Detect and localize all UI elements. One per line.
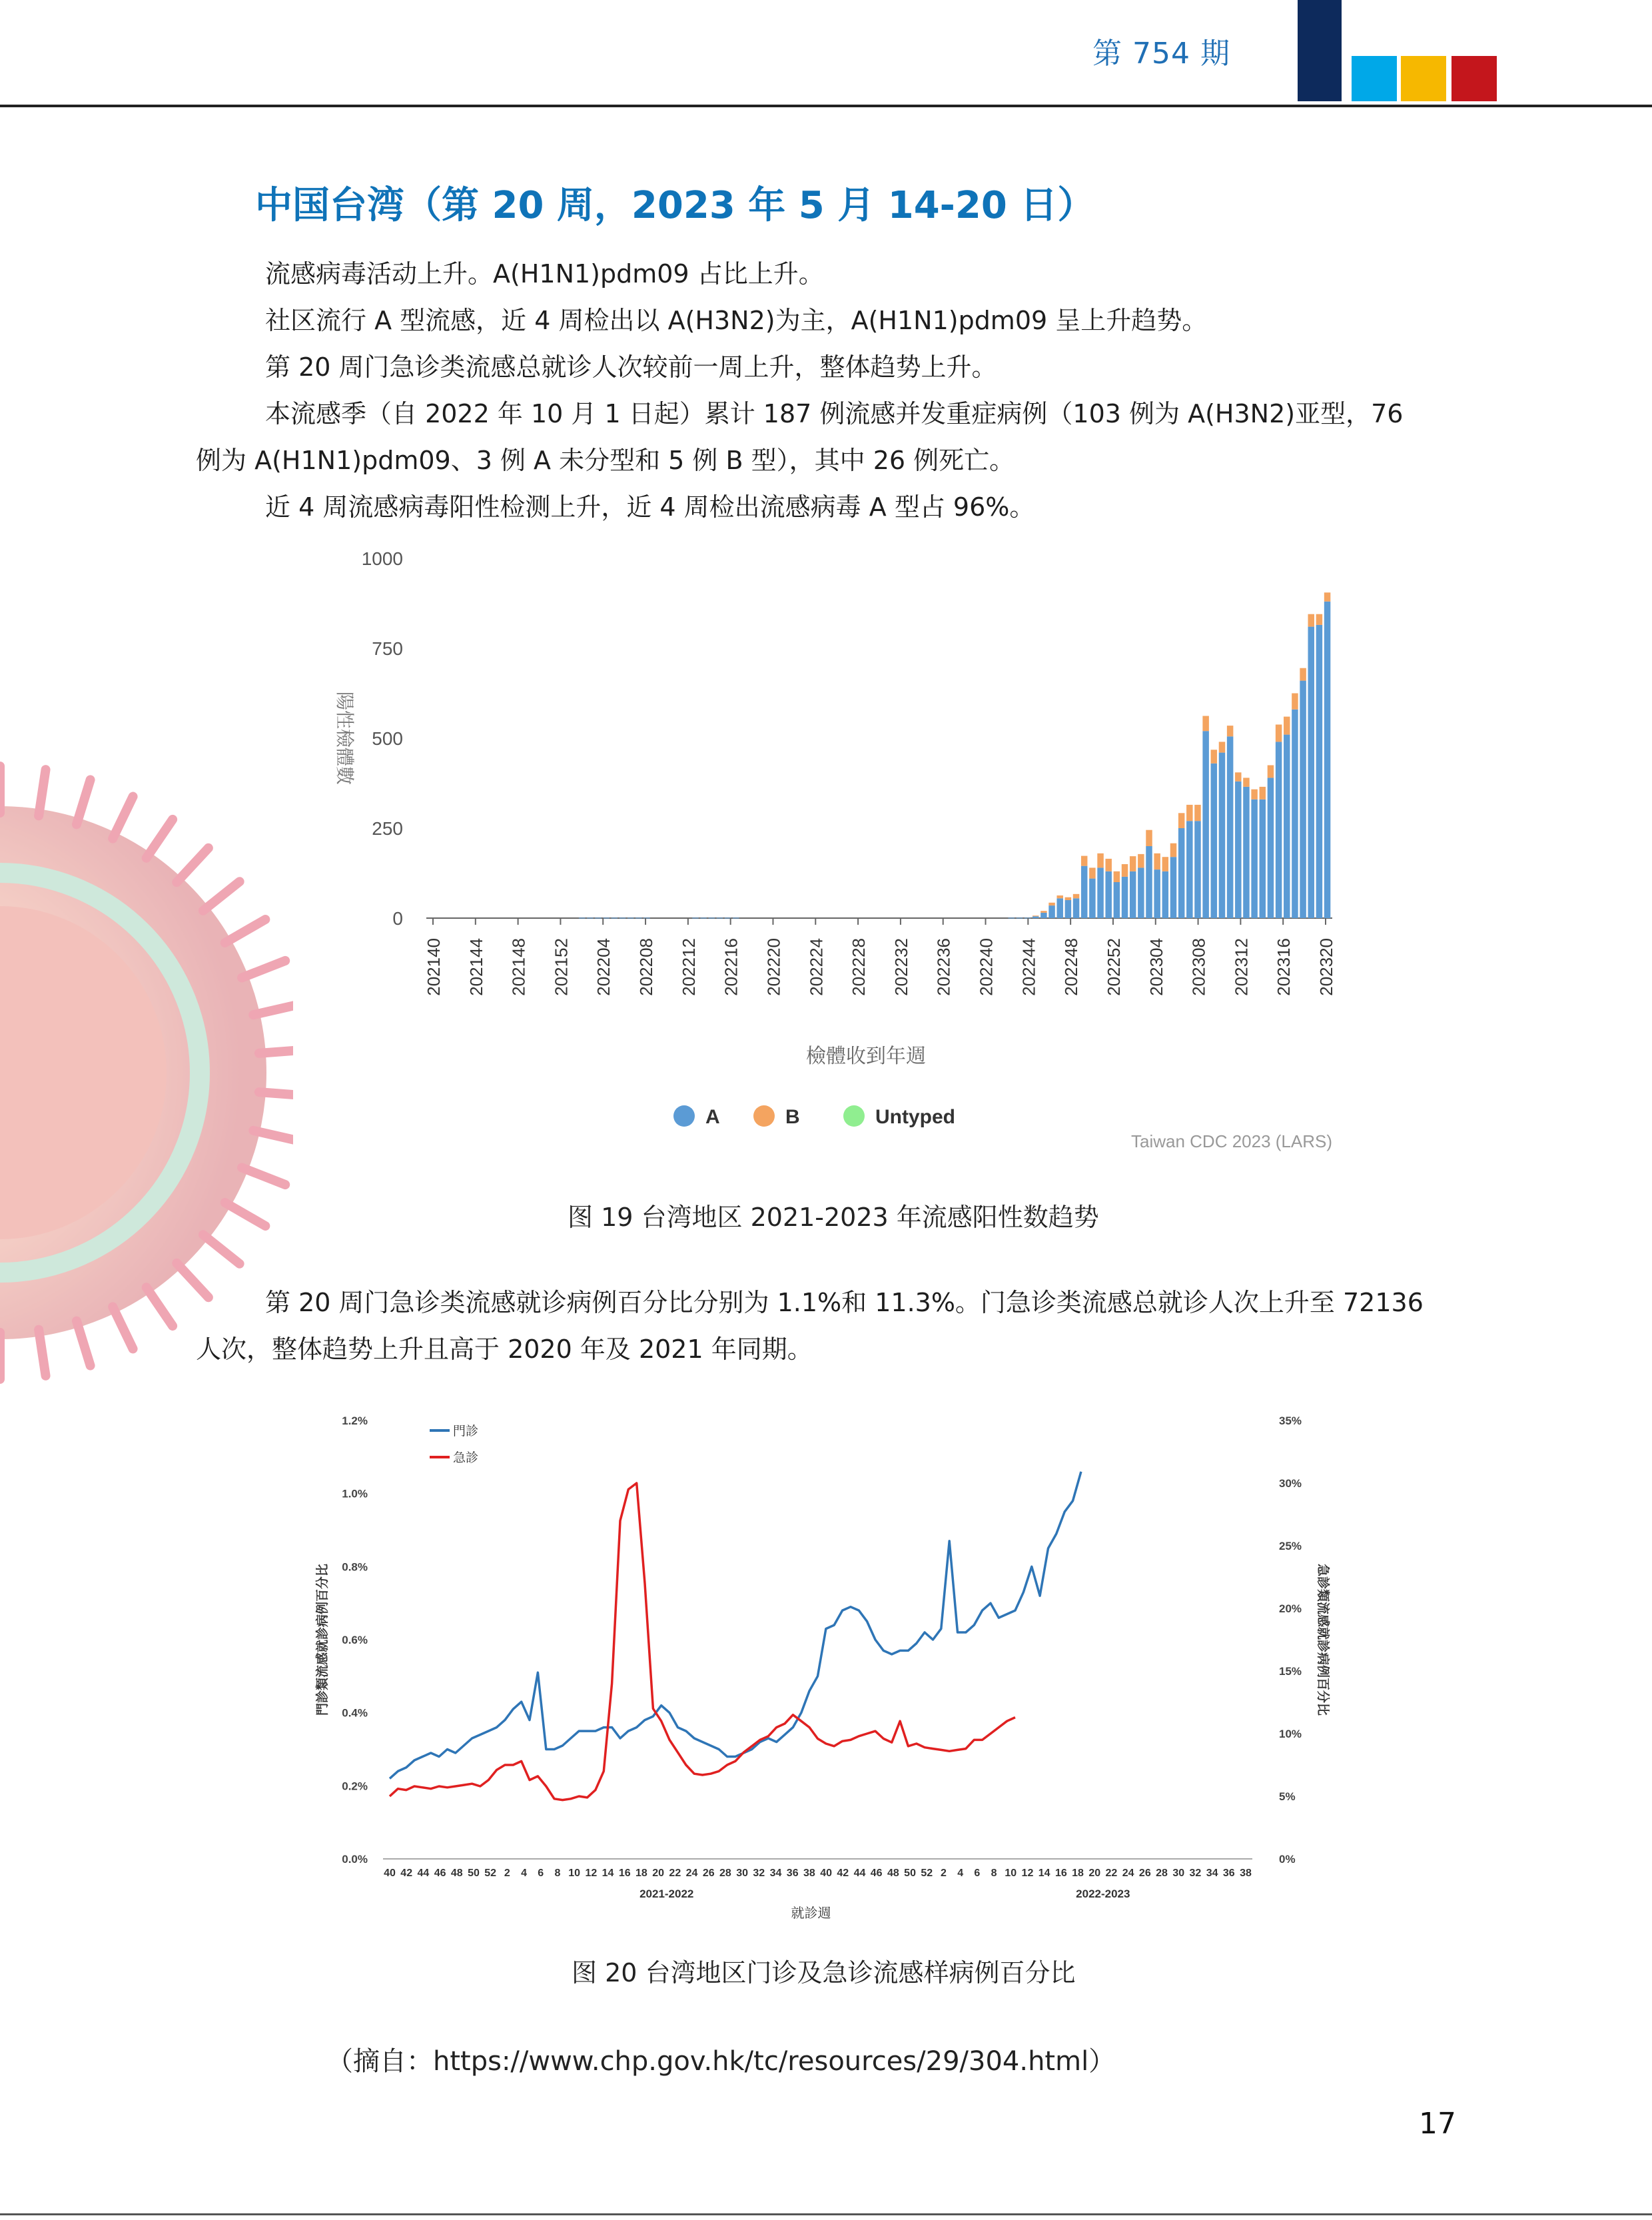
y-tick-label: 500 <box>372 728 403 749</box>
bar-b <box>1251 790 1257 800</box>
x-tick-label: 6 <box>974 1868 981 1879</box>
x-tick-label: 16 <box>1054 1868 1067 1879</box>
bar-b <box>1073 894 1079 898</box>
virus-spike <box>113 797 133 839</box>
x-tick-label: 32 <box>1189 1868 1202 1879</box>
bar-b <box>1316 614 1322 625</box>
x-tick-label: 28 <box>719 1868 731 1879</box>
right-tick-label: 15% <box>1279 1665 1302 1678</box>
bar-a <box>627 917 633 918</box>
bar-b <box>1089 867 1095 878</box>
bar-b <box>1097 853 1103 868</box>
bar-b <box>1056 895 1062 898</box>
x-tick-label: 52 <box>484 1868 497 1879</box>
virus-spike <box>77 1321 91 1366</box>
virus-spike <box>259 1092 293 1095</box>
bar-b <box>1105 859 1111 871</box>
x-tick-label: 32 <box>753 1868 765 1879</box>
bar-a <box>1073 898 1079 918</box>
y-tick-label: 1000 <box>361 548 403 569</box>
bar-b <box>1081 856 1087 866</box>
x-tick-label: 38 <box>803 1868 815 1879</box>
bar-a <box>1211 764 1217 918</box>
header-rule <box>0 105 1652 107</box>
paragraph-3: 第 20 周门急诊类流感总就诊人次较前一周上升，整体趋势上升。 <box>265 352 997 382</box>
x-tick-label: 36 <box>1222 1868 1235 1879</box>
x-tick-label: 36 <box>786 1868 799 1879</box>
paragraph-1: 流感病毒活动上升。A(H1N1)pdm09 占比上升。 <box>265 259 824 288</box>
bar-a <box>1114 882 1120 918</box>
paragraph-4-line-1: 本流感季（自 2022 年 10 月 1 日起）累计 187 例流感并发重症病例（103 例为 A(H3N2)亚型，76 <box>265 399 1404 428</box>
x-tick-label: 202304 <box>1146 938 1166 996</box>
legend-label: A <box>705 1106 720 1128</box>
left-tick-label: 0.6% <box>342 1634 368 1646</box>
bar-b <box>1243 778 1249 787</box>
right-tick-label: 5% <box>1279 1790 1296 1803</box>
x-tick-label: 202148 <box>508 938 529 996</box>
virus-spike <box>203 1235 240 1264</box>
x-tick-label: 30 <box>736 1868 749 1879</box>
paragraph-2: 社区流行 A 型流感，近 4 周检出以 A(H3N2)为主，A(H1N1)pdm09 呈上升趋势。 <box>265 306 1208 335</box>
bar-b <box>1227 726 1233 736</box>
legend-label: B <box>785 1106 800 1128</box>
x-tick-label: 24 <box>685 1868 698 1879</box>
bar-a <box>1260 800 1266 918</box>
bar-a <box>717 917 723 918</box>
bar-a <box>1154 869 1160 918</box>
bar-a <box>1178 828 1184 918</box>
bar-b <box>1178 813 1184 828</box>
y-tick-label: 0 <box>392 908 403 929</box>
legend-label: Untyped <box>875 1106 955 1128</box>
bar-a <box>1219 753 1225 918</box>
bar-b <box>1130 856 1136 871</box>
virus-spike <box>113 1307 133 1349</box>
bar-b <box>1162 857 1168 871</box>
bar-b <box>1260 787 1266 800</box>
legend-label: 急診 <box>453 1451 479 1465</box>
bar-a <box>1300 681 1306 918</box>
bar-b <box>1219 742 1225 752</box>
paragraph-6-line-2: 人次，整体趋势上升且高于 2020 年及 2021 年同期。 <box>196 1335 813 1364</box>
season-label: 2022-2023 <box>1076 1888 1130 1900</box>
bar-a <box>1243 787 1249 918</box>
x-tick-label: 202220 <box>763 938 784 996</box>
bar-b <box>1065 897 1071 900</box>
bar-a <box>1268 778 1274 918</box>
bar-a <box>1056 898 1062 918</box>
fig19-bar-chart <box>306 533 1359 1166</box>
x-tick-label: 202232 <box>891 938 911 996</box>
season-label: 2021-2022 <box>639 1888 694 1900</box>
bar-a <box>1202 731 1208 918</box>
bar-b <box>1138 854 1144 868</box>
x-tick-label: 202316 <box>1274 938 1294 996</box>
right-tick-label: 10% <box>1279 1728 1302 1740</box>
virus-spike <box>147 820 173 858</box>
x-tick-label: 202224 <box>806 938 827 996</box>
bar-b <box>1276 724 1282 742</box>
bar-a <box>612 917 618 918</box>
left-tick-label: 0.0% <box>342 1853 368 1866</box>
left-tick-label: 0.2% <box>342 1780 368 1793</box>
x-tick-label: 202248 <box>1061 938 1082 996</box>
x-tick-label: 202216 <box>721 938 741 996</box>
bar-b <box>1308 614 1314 627</box>
bar-b <box>1186 805 1192 821</box>
x-tick-label: 16 <box>618 1868 631 1879</box>
footer-rule <box>0 2213 1652 2215</box>
bar-b <box>1170 843 1176 857</box>
bar-a <box>1324 602 1330 918</box>
bar-a <box>1048 905 1054 918</box>
bar-a <box>595 917 601 918</box>
bar-a <box>643 917 649 918</box>
x-tick-label: 14 <box>1038 1868 1050 1879</box>
bar-a <box>1276 742 1282 918</box>
virus-spike <box>242 1167 285 1185</box>
y-tick-label: 250 <box>372 818 403 839</box>
x-tick-label: 38 <box>1240 1868 1252 1879</box>
bar-a <box>1186 821 1192 918</box>
fig20-caption: 图 20 台湾地区门诊及急诊流感样病例百分比 <box>572 1958 1076 1987</box>
bar-a <box>692 917 698 918</box>
bar-a <box>1065 900 1071 918</box>
virus-spike <box>225 1203 266 1226</box>
x-tick-label: 202144 <box>466 938 486 996</box>
bar-a <box>1122 877 1128 918</box>
legend-dot-b <box>753 1105 775 1127</box>
x-tick-label: 26 <box>1138 1868 1151 1879</box>
x-tick-label: 202236 <box>933 938 954 996</box>
source-link[interactable]: （摘自：https://www.chp.gov.hk/tc/resources/29/304.html） <box>326 2046 1116 2077</box>
bar-b <box>1268 766 1274 778</box>
x-tick-label: 202140 <box>424 938 444 996</box>
x-tick-label: 20 <box>1088 1868 1101 1879</box>
bar-a <box>1009 917 1015 918</box>
virus-spike <box>259 1050 293 1053</box>
x-tick-label: 34 <box>769 1868 782 1879</box>
x-tick-label: 2 <box>504 1868 510 1879</box>
legend-label: 門診 <box>453 1424 479 1438</box>
x-tick-label: 202228 <box>849 938 869 996</box>
virus-spike <box>253 1005 293 1015</box>
bar-b <box>1284 717 1290 735</box>
bar-a <box>603 917 609 918</box>
x-tick-label: 28 <box>1156 1868 1168 1879</box>
bar-a <box>709 917 715 918</box>
x-tick-label: 40 <box>384 1868 396 1879</box>
bar-b <box>1324 592 1330 602</box>
bar-b <box>1202 716 1208 732</box>
bar-b <box>1154 853 1160 869</box>
logo-bar-navy <box>1298 0 1342 101</box>
bar-a <box>1146 846 1152 918</box>
x-tick-label: 34 <box>1206 1868 1218 1879</box>
x-tick-label: 50 <box>468 1868 480 1879</box>
bar-a <box>1227 736 1233 918</box>
x-tick-label: 44 <box>853 1868 866 1879</box>
x-tick-label: 202240 <box>976 938 997 996</box>
x-tick-label: 12 <box>1021 1868 1034 1879</box>
bar-a <box>1292 710 1298 918</box>
x-tick-label: 14 <box>602 1868 614 1879</box>
left-tick-label: 0.4% <box>342 1706 368 1720</box>
x-axis-label: 檢體收到年週 <box>806 1045 926 1067</box>
x-tick-label: 24 <box>1122 1868 1134 1879</box>
virus-spike <box>177 848 208 882</box>
bar-a <box>587 917 593 918</box>
chart-credit: Taiwan CDC 2023 (LARS) <box>1130 1131 1332 1151</box>
x-tick-label: 12 <box>585 1868 598 1879</box>
bar-b <box>1032 915 1038 916</box>
bar-a <box>1130 871 1136 918</box>
left-tick-label: 0.8% <box>342 1560 368 1574</box>
x-tick-label: 22 <box>1105 1868 1118 1879</box>
bar-b <box>1300 668 1306 681</box>
logo-square-gold <box>1401 56 1446 101</box>
legend-dot-untyped <box>843 1105 865 1127</box>
x-tick-label: 202308 <box>1188 938 1209 996</box>
bar-a <box>1040 913 1046 918</box>
x-tick-label: 52 <box>921 1868 933 1879</box>
bar-a <box>1097 867 1103 918</box>
x-tick-label: 2 <box>941 1868 947 1879</box>
x-tick-label: 40 <box>820 1868 832 1879</box>
x-tick-label: 8 <box>554 1868 561 1879</box>
virus-spike <box>39 770 45 816</box>
x-tick-label: 202252 <box>1103 938 1124 996</box>
bar-a <box>1251 800 1257 918</box>
left-tick-label: 1.0% <box>342 1487 368 1500</box>
x-tick-label: 4 <box>521 1868 528 1879</box>
x-tick-label: 10 <box>1005 1868 1017 1879</box>
right-tick-label: 30% <box>1279 1477 1302 1490</box>
x-tick-label: 30 <box>1172 1868 1185 1879</box>
paragraph-6-line-1: 第 20 周门急诊类流感就诊病例百分比分别为 1.1%和 11.3%。门急诊类流感总就诊人次上升至 72136 <box>265 1288 1424 1317</box>
fig20-line-chart <box>306 1399 1346 1932</box>
virus-spike <box>225 919 266 943</box>
paragraph-5: 近 4 周流感病毒阳性检测上升，近 4 周检出流感病毒 A 型占 96%。 <box>265 492 1035 522</box>
right-tick-label: 35% <box>1279 1414 1302 1427</box>
x-tick-label: 4 <box>957 1868 964 1879</box>
x-tick-label: 22 <box>669 1868 681 1879</box>
x-tick-label: 48 <box>887 1868 899 1879</box>
virus-spike <box>147 1287 173 1326</box>
virus-spike <box>39 1330 45 1376</box>
bar-a <box>1032 916 1038 918</box>
paragraph-4-line-2: 例为 A(H1N1)pdm09、3 例 A 未分型和 5 例 B 型），其中 26 例死亡。 <box>196 446 1015 475</box>
logo-square-cyan <box>1352 56 1397 101</box>
x-tick-label: 44 <box>417 1868 430 1879</box>
x-tick-label: 50 <box>904 1868 916 1879</box>
virus-spike <box>203 881 240 911</box>
bar-a <box>1138 867 1144 918</box>
bar-a <box>1017 917 1023 918</box>
bar-a <box>1105 871 1111 918</box>
y-axis-label: 陽性檢體數 <box>334 691 355 786</box>
bar-b <box>1235 772 1241 782</box>
x-tick-label: 10 <box>568 1868 581 1879</box>
issue-number: 第 754 期 <box>1092 37 1230 71</box>
x-axis-label: 就診週 <box>791 1906 831 1921</box>
logo-square-red <box>1451 56 1497 101</box>
x-tick-label: 202204 <box>594 938 614 996</box>
virus-spike <box>177 1263 208 1297</box>
bar-a <box>733 917 739 918</box>
bar-a <box>1308 627 1314 918</box>
y-tick-label: 750 <box>372 638 403 659</box>
legend-dot-a <box>673 1105 695 1127</box>
x-tick-label: 202152 <box>551 938 572 996</box>
bar-a <box>620 917 625 918</box>
virus-spike <box>242 961 285 978</box>
right-tick-label: 20% <box>1279 1602 1302 1615</box>
bar-a <box>1170 857 1176 918</box>
bar-b <box>1146 830 1152 846</box>
bar-a <box>1194 821 1200 918</box>
bar-a <box>1235 782 1241 918</box>
x-tick-label: 202212 <box>678 938 699 996</box>
x-tick-label: 26 <box>702 1868 715 1879</box>
bar-b <box>1048 903 1054 905</box>
bar-b <box>1122 864 1128 877</box>
x-tick-label: 48 <box>450 1868 463 1879</box>
left-tick-label: 1.2% <box>342 1414 368 1427</box>
x-tick-label: 20 <box>652 1868 665 1879</box>
left-axis-label: 門診類流感就診病例百分比 <box>316 1563 330 1716</box>
x-tick-label: 46 <box>870 1868 883 1879</box>
bar-a <box>579 917 585 918</box>
x-tick-label: 202312 <box>1231 938 1252 996</box>
x-tick-label: 202320 <box>1316 938 1336 996</box>
bar-b <box>1211 750 1217 764</box>
page-number: 17 <box>1419 2107 1456 2141</box>
x-tick-label: 202244 <box>1019 938 1039 996</box>
virus-spike <box>77 780 91 824</box>
bar-b <box>1114 871 1120 882</box>
right-tick-label: 0% <box>1279 1853 1296 1866</box>
emergency-line <box>390 1483 1015 1800</box>
bar-a <box>1162 871 1168 918</box>
virus-spike <box>253 1131 293 1141</box>
fig19-caption: 图 19 台湾地区 2021-2023 年流感阳性数趋势 <box>568 1203 1099 1232</box>
right-tick-label: 25% <box>1279 1540 1302 1552</box>
bar-a <box>635 917 641 918</box>
bar-b <box>1292 694 1298 710</box>
bar-b <box>1040 911 1046 913</box>
bar-a <box>700 917 706 918</box>
x-tick-label: 46 <box>434 1868 446 1879</box>
x-tick-label: 18 <box>635 1868 647 1879</box>
bar-a <box>1089 879 1095 918</box>
x-tick-label: 202208 <box>636 938 657 996</box>
x-tick-label: 6 <box>538 1868 544 1879</box>
right-axis-label: 急診類流感就診病例百分比 <box>1316 1563 1330 1716</box>
bar-a <box>1284 735 1290 918</box>
section-title: 中国台湾（第 20 周，2023 年 5 月 14-20 日） <box>255 184 1095 227</box>
virus-illustration <box>0 746 293 1399</box>
x-tick-label: 42 <box>400 1868 413 1879</box>
x-tick-label: 42 <box>837 1868 849 1879</box>
x-tick-label: 18 <box>1072 1868 1084 1879</box>
bar-a <box>1316 625 1322 918</box>
bar-a <box>1081 866 1087 918</box>
outpatient-line <box>390 1472 1081 1779</box>
x-tick-label: 8 <box>991 1868 997 1879</box>
bar-b <box>1194 805 1200 821</box>
